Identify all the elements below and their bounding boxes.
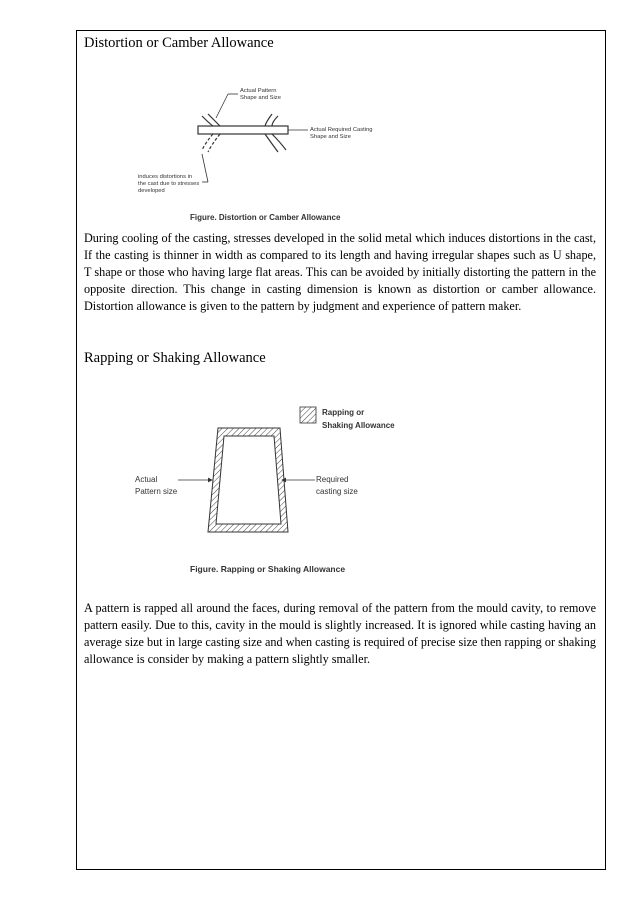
casting-bar: [198, 126, 288, 134]
rapping-figure: [120, 400, 420, 585]
label-actual-pattern-size: Actual: [135, 475, 158, 484]
distortion-caption: Figure. Distortion or Camber Allowance: [190, 213, 341, 222]
required-casting-shape: [216, 436, 281, 524]
legend-label: Rapping or: [322, 408, 365, 417]
rapping-paragraph: A pattern is rapped all around the faces, during removal of the pattern from the mould cavity, to remove pattern easily. Due to this, cavity in the mould is slightly increased. It is ignored while casting having an average size but in large casting size and when casting is required of precise size then rapping or shaking allowance is consider by making a pattern slightly smaller.: [84, 601, 596, 667]
label-actual-pattern: Actual Pattern: [240, 88, 277, 94]
distortion-figure: [120, 78, 420, 228]
legend-hatch-box: [300, 407, 316, 423]
svg-text:Shape and Size: Shape and Size: [240, 95, 281, 101]
distortion-heading: Distortion or Camber Allowance: [84, 35, 274, 51]
pattern-arm-right: [265, 114, 272, 126]
svg-text:Pattern size: Pattern size: [135, 487, 178, 496]
svg-text:casting size: casting size: [316, 487, 358, 496]
label-distortion: induces distortions in: [138, 174, 193, 180]
distortion-paragraph: During cooling of the casting, stresses developed in the solid metal which induces distortions in the cast, If the casting is thinner in width as compared to its length and having irregular shapes such as U shape, T shape or those who having large flat areas. This can be avoided by initially distorting the pattern in the opposite direction. This change in casting dimension is known as distortion or camber allowance. Distortion allowance is given to the pattern by judgment and experience of pattern maker.: [84, 231, 596, 314]
label-required-casting: Actual Required Casting: [310, 127, 373, 133]
svg-text:the cast due to stresses: the cast due to stresses: [138, 181, 200, 187]
rapping-caption: Figure. Rapping or Shaking Allowance: [190, 564, 346, 574]
svg-text:Shaking Allowance: Shaking Allowance: [322, 421, 395, 430]
svg-text:Shape and Size: Shape and Size: [310, 134, 351, 140]
svg-text:developed: developed: [138, 188, 165, 194]
label-required-casting-size: Required: [316, 475, 349, 484]
rapping-heading: Rapping or Shaking Allowance: [84, 350, 266, 366]
